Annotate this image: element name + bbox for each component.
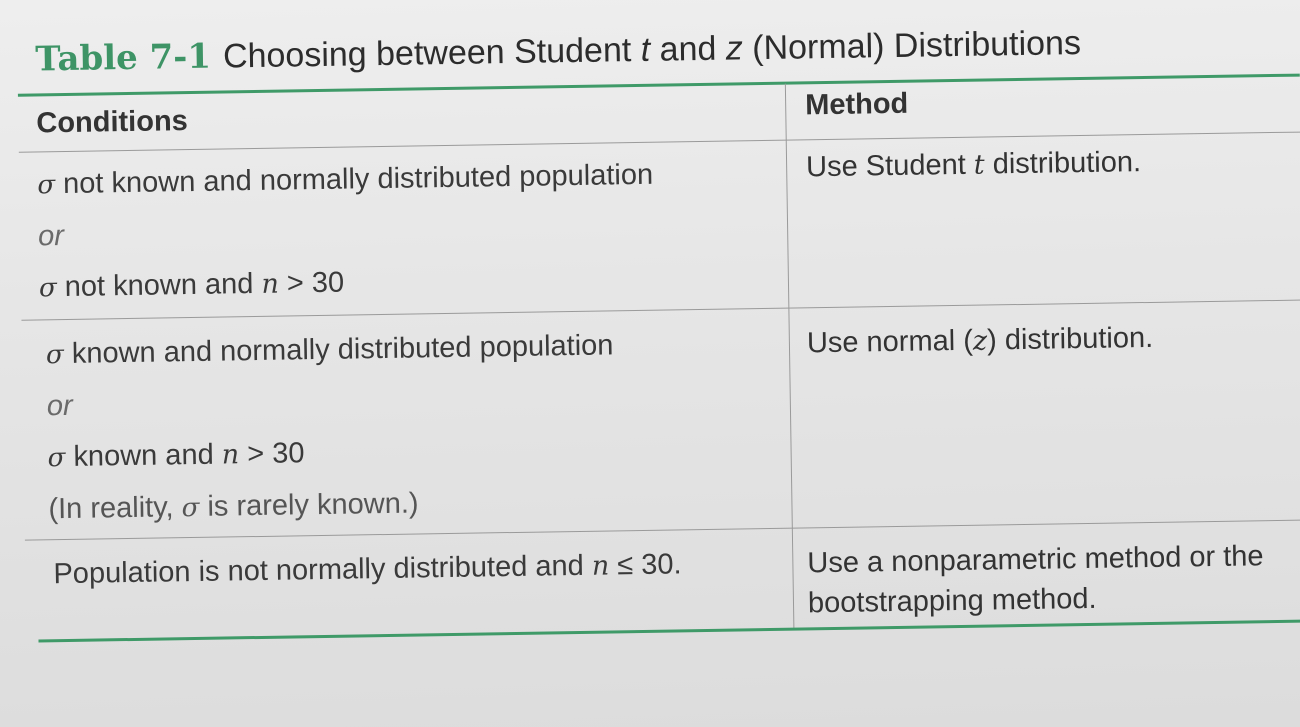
var-n: n	[591, 550, 610, 582]
row-2-note-a: (In reality,	[48, 491, 182, 526]
var-z: z	[972, 325, 988, 357]
row-3-cond-text-a: Population is not normally distributed and	[53, 549, 593, 591]
table-bottom-rule	[38, 620, 1300, 643]
row-3-conditions	[53, 539, 682, 600]
row-2-cond-line-3	[47, 423, 615, 484]
row-1-method	[806, 142, 1141, 188]
row-3-cond-line-1	[53, 539, 682, 600]
title-text-2: and	[649, 29, 727, 69]
sigma-symbol: σ	[47, 443, 66, 474]
title-var-z: z	[725, 29, 744, 68]
row-2-cond-text-3: known and	[65, 438, 222, 474]
row-2-cond-text-1: known and normally distributed population	[63, 329, 614, 371]
row-2-or: or	[46, 389, 73, 423]
row-2-note	[48, 475, 616, 536]
table-top-rule	[18, 74, 1300, 97]
var-n: n	[261, 268, 280, 300]
row-1-method-text-b: distribution.	[984, 146, 1142, 181]
row-3-method	[807, 536, 1264, 623]
table-number: Table 7-1	[35, 36, 212, 80]
column-divider	[785, 84, 795, 630]
row-1-conditions	[37, 150, 655, 315]
row-2-cond-text-3b: > 30	[238, 437, 305, 471]
header-conditions: Conditions	[36, 105, 189, 140]
row-2-note-b: is rarely known.)	[199, 487, 419, 523]
row-2-cond-line-1	[46, 320, 614, 381]
sigma-symbol: σ	[38, 273, 57, 304]
row-1-cond-text-1: not known and normally distributed population	[54, 158, 654, 201]
row-2-method-text-a: Use normal (	[806, 324, 974, 360]
sigma-symbol: σ	[37, 170, 56, 201]
row-2-method-text-b: ) distribution.	[986, 321, 1154, 357]
header-method: Method	[804, 87, 909, 122]
title-text-3: (Normal) Distributions	[742, 24, 1082, 68]
row-2-conditions	[46, 320, 617, 536]
title-var-t: t	[640, 30, 651, 69]
row-1-method-text-a: Use Student	[805, 148, 975, 184]
row-3-cond-text-b: ≤ 30.	[608, 548, 682, 582]
row-1-or: or	[37, 220, 65, 253]
row-2-method	[807, 318, 1154, 364]
row-3-method-line-2: bootstrapping method.	[807, 582, 1097, 620]
title-text-1: Choosing between Student	[222, 30, 642, 76]
table-title	[35, 23, 1081, 79]
sigma-symbol: σ	[181, 492, 200, 524]
var-n: n	[221, 439, 240, 471]
sigma-symbol: σ	[45, 340, 64, 371]
row-1-cond-line-3	[39, 253, 656, 315]
row-1-cond-text-3b: > 30	[278, 266, 345, 300]
row-3-method-line-1: Use a nonparametric method or the	[807, 540, 1264, 580]
row-1-cond-text-3: not known and	[56, 267, 262, 304]
row-1-cond-line-1	[37, 150, 654, 212]
var-t: t	[973, 149, 985, 181]
